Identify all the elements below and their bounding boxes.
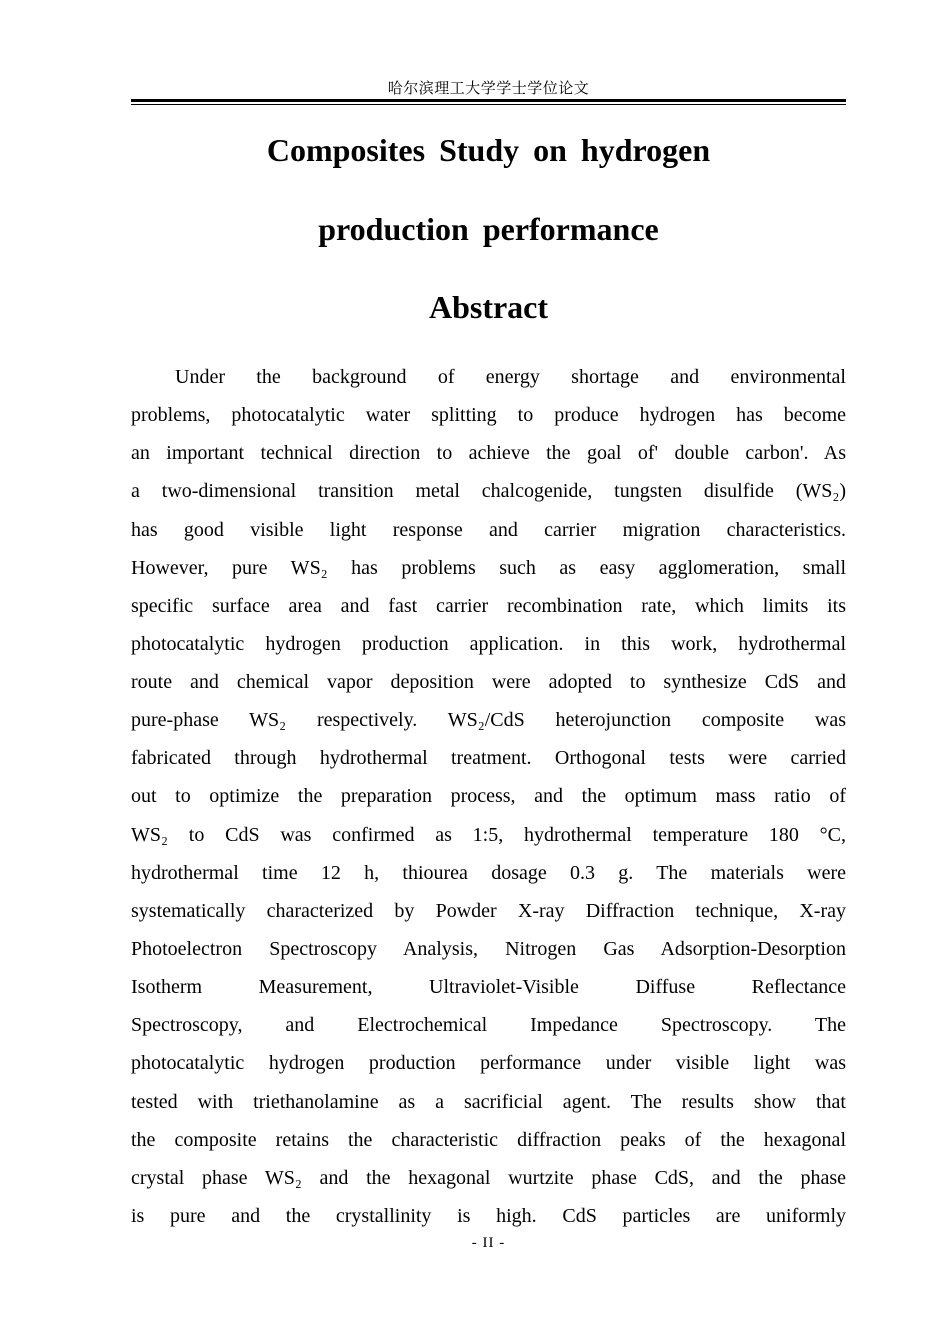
abstract-line: photocatalytic hydrogen production application. in this work, hydrothermal	[131, 633, 846, 655]
abstract-line: Spectroscopy, and Electrochemical Impedance Spectroscopy. The	[131, 1014, 846, 1036]
abstract-line: However, pure WS₂ has problems such as easy agglomeration, small	[131, 557, 846, 579]
abstract-heading: Abstract	[428, 289, 549, 325]
abstract-line: specific surface area and fast carrier recombination rate, which limits its	[131, 595, 846, 617]
abstract-line: Isotherm Measurement, Ultraviolet-Visible Diffuse Reflectance	[131, 976, 846, 998]
abstract-line: Photoelectron Spectroscopy Analysis, Nitrogen Gas Adsorption-Desorption	[131, 938, 846, 960]
thesis-title-line-1: Composites Study on hydrogen	[266, 132, 711, 168]
abstract-line: photocatalytic hydrogen production performance under visible light was	[131, 1052, 846, 1074]
abstract-line: problems, photocatalytic water splitting to produce hydrogen has become	[131, 404, 846, 426]
abstract-line: a two-dimensional transition metal chalcogenide, tungsten disulfide (WS₂)	[131, 480, 846, 502]
abstract-line: systematically characterized by Powder X-ray Diffraction technique, X-ray	[131, 900, 846, 922]
abstract-line: tested with triethanolamine as a sacrificial agent. The results show that	[131, 1091, 846, 1113]
abstract-line: fabricated through hydrothermal treatment. Orthogonal tests were carried	[131, 747, 846, 769]
abstract-line: has good visible light response and carrier migration characteristics.	[131, 519, 846, 541]
abstract-line: is pure and the crystallinity is high. CdS particles are uniformly	[131, 1205, 846, 1227]
header-rule-thin	[131, 104, 846, 105]
header-rule-thick	[131, 99, 846, 102]
abstract-line: pure-phase WS₂ respectively. WS₂/CdS heterojunction composite was	[131, 709, 846, 731]
abstract-line: the composite retains the characteristic diffraction peaks of the hexagonal	[131, 1129, 846, 1151]
abstract-line: WS₂ to CdS was confirmed as 1:5, hydrothermal temperature 180 °C,	[131, 824, 846, 846]
abstract-line: Under the background of energy shortage and environmental	[175, 366, 846, 388]
abstract-line: out to optimize the preparation process, and the optimum mass ratio of	[131, 785, 846, 807]
abstract-line: route and chemical vapor deposition were adopted to synthesize CdS and	[131, 671, 846, 693]
abstract-line: crystal phase WS₂ and the hexagonal wurtzite phase CdS, and the phase	[131, 1167, 846, 1189]
thesis-title-line-2: production performance	[318, 211, 659, 247]
page-number: - II -	[471, 1235, 506, 1251]
abstract-line: hydrothermal time 12 h, thiourea dosage 0.3 g. The materials were	[131, 862, 846, 884]
abstract-line: an important technical direction to achieve the goal of' double carbon'. As	[131, 442, 846, 464]
running-header: 哈尔滨理工大学学士学位论文	[387, 79, 590, 97]
